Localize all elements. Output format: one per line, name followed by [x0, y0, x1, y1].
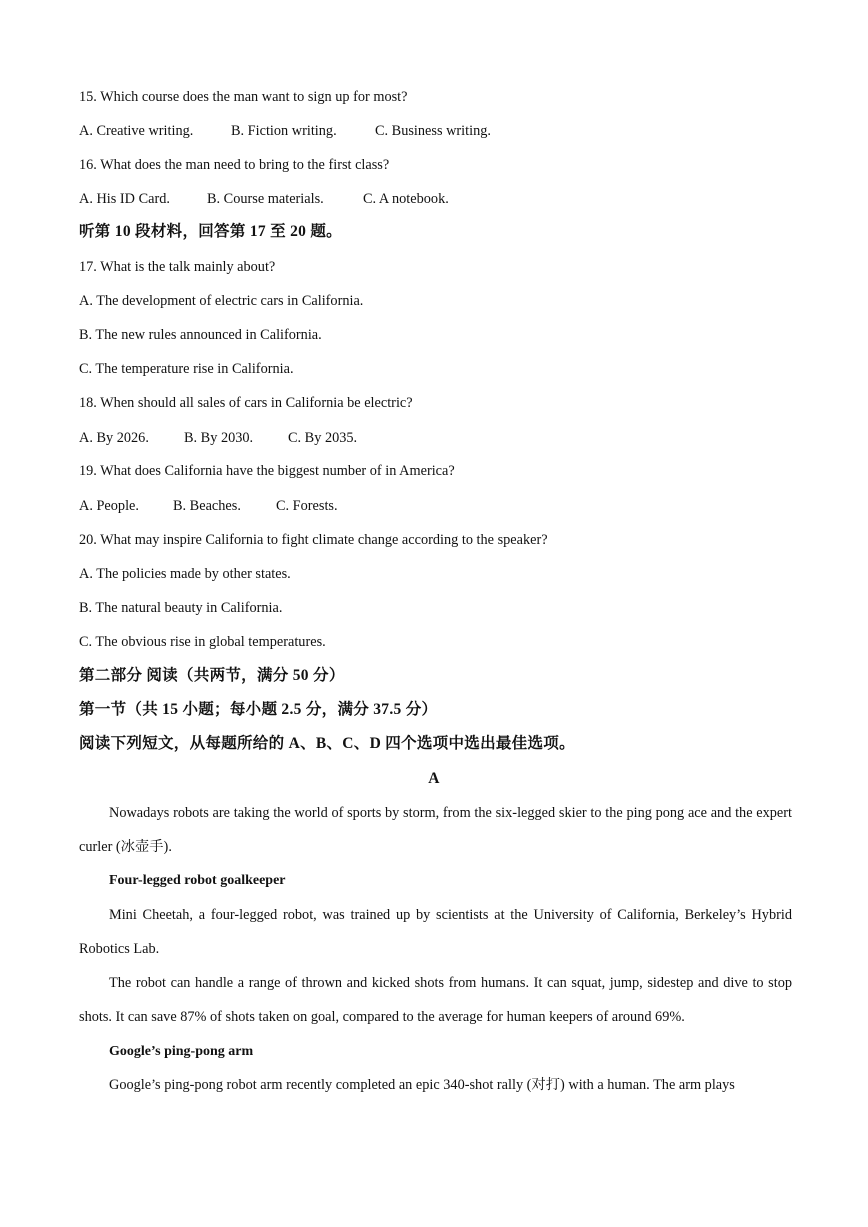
passage-intro: Nowadays robots are taking the world of sports by storm, from the six-legged skier to the ping pong ace and the expert curler (冰壶手).: [79, 805, 792, 855]
question-16-stem: 16. What does the man need to bring to the first class?: [79, 157, 390, 173]
question-17-stem: 17. What is the talk mainly about?: [79, 259, 276, 275]
question-20-option-b: B. The natural beauty in California.: [79, 600, 283, 616]
reading-instruction: 阅读下列短文，从每题所给的 A、B、C、D 四个选项中选出最佳选项。: [79, 735, 575, 752]
option-c: C. Forests.: [276, 498, 338, 514]
option-c: C. By 2035.: [288, 430, 358, 446]
passage-letter: A: [428, 770, 440, 787]
question-18-options: [79, 428, 357, 448]
question-20-stem: 20. What may inspire California to fight climate change according to the speaker?: [79, 532, 548, 548]
question-18-stem: 18. When should all sales of cars in California be electric?: [79, 395, 413, 411]
subheading-goalkeeper: Four-legged robot goalkeeper: [109, 873, 286, 888]
question-16-options: [79, 189, 449, 209]
question-17-option-b: B. The new rules announced in California.: [79, 327, 322, 343]
option-a: A. People.: [79, 498, 139, 514]
option-b: B. Beaches.: [173, 498, 241, 514]
section-10-heading: 听第 10 段材料，回答第 17 至 20 题。: [79, 223, 342, 240]
question-15-options: [79, 121, 491, 141]
option-b: B. Fiction writing.: [231, 123, 337, 139]
question-17-option-c: C. The temperature rise in California.: [79, 361, 294, 377]
question-20-option-a: A. The policies made by other states.: [79, 566, 291, 582]
question-19-stem: 19. What does California have the biggest number of in America?: [79, 463, 455, 479]
question-15-stem: 15. Which course does the man want to sign up for most?: [79, 89, 408, 105]
option-a: A. Creative writing.: [79, 123, 194, 139]
question-20-option-c: C. The obvious rise in global temperatures.: [79, 634, 326, 650]
paragraph-ping-pong-arm: Google’s ping-pong robot arm recently completed an epic 340-shot rally (对打) with a human. The arm plays: [109, 1077, 735, 1093]
option-a: A. By 2026.: [79, 430, 149, 446]
question-17-option-a: A. The development of electric cars in California.: [79, 293, 364, 309]
question-19-options: [79, 496, 338, 516]
option-b: B. By 2030.: [184, 430, 254, 446]
option-c: C. Business writing.: [375, 123, 491, 139]
section-1-heading: 第一节（共 15 小题；每小题 2.5 分，满分 37.5 分）: [79, 701, 438, 718]
part-2-heading: 第二部分 阅读（共两节，满分 50 分）: [79, 667, 345, 684]
paragraph-mini-cheetah: Mini Cheetah, a four-legged robot, was trained up by scientists at the University of California, Berkeley’s Hybrid Robotics Lab.: [79, 907, 792, 957]
option-b: B. Course materials.: [207, 191, 324, 207]
subheading-ping-pong: Google’s ping-pong arm: [109, 1044, 254, 1059]
option-a: A. His ID Card.: [79, 191, 170, 207]
paragraph-robot-abilities: The robot can handle a range of thrown and kicked shots from humans. It can squat, jump, sidestep and dive to stop shots. It can save 87% of shots taken on goal, compared to the average for human keepers of around 69%.: [79, 975, 792, 1025]
option-c: C. A notebook.: [363, 191, 449, 207]
